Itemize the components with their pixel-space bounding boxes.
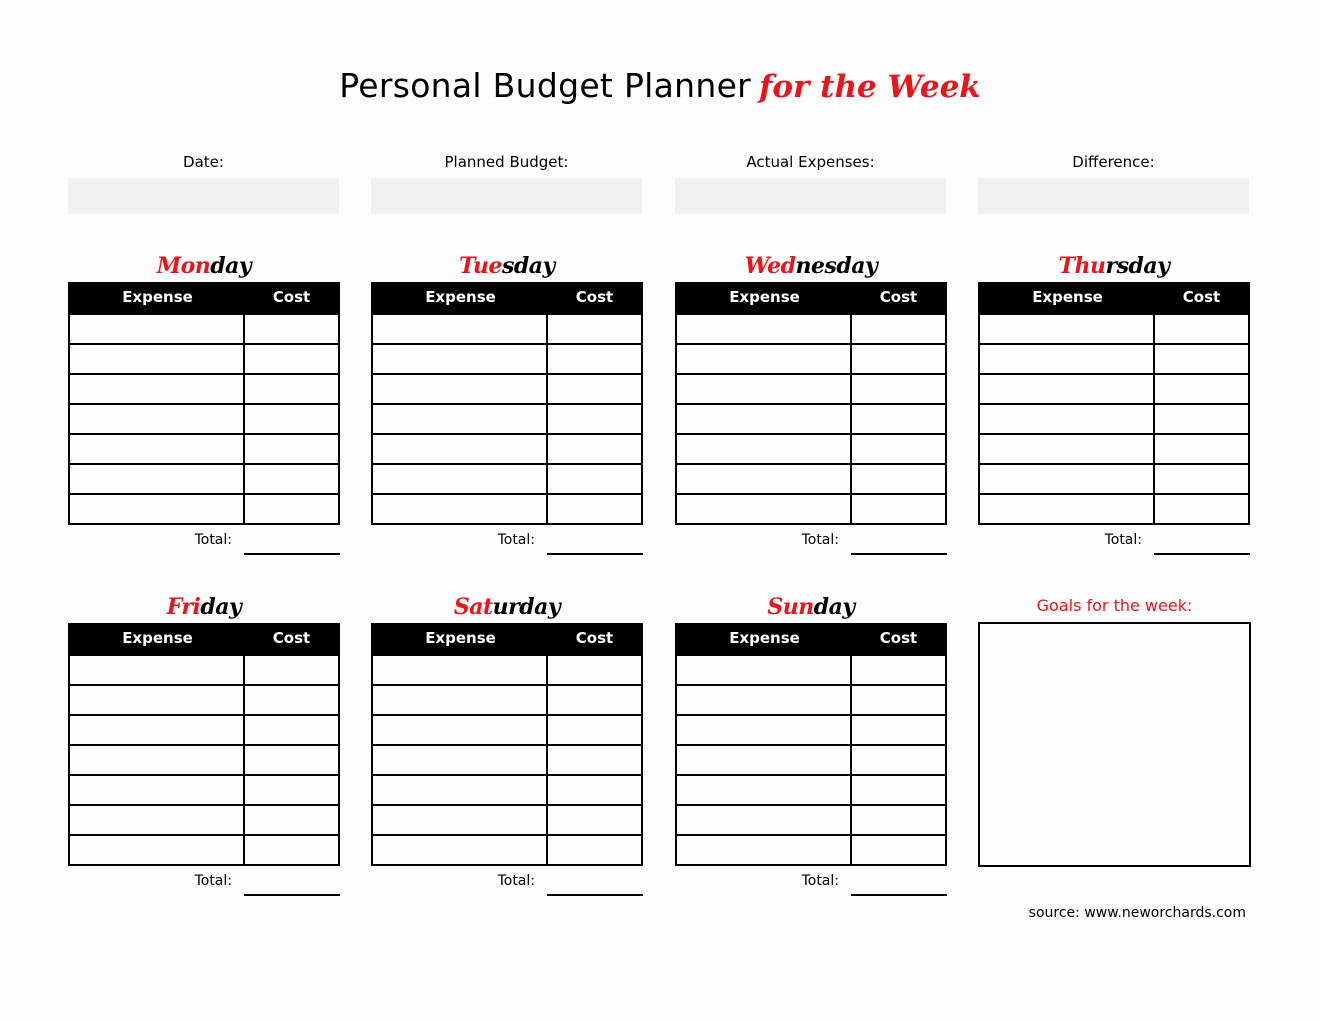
total-label: Total:	[194, 873, 232, 889]
expense-cell[interactable]	[70, 776, 245, 804]
cost-cell[interactable]	[1155, 495, 1248, 523]
expense-cell[interactable]	[677, 495, 852, 523]
expense-cell[interactable]	[70, 686, 245, 714]
total-input[interactable]	[1154, 553, 1250, 555]
expense-cell[interactable]	[70, 465, 245, 493]
table-row	[373, 804, 641, 834]
cost-cell[interactable]	[852, 656, 945, 684]
table-row	[373, 313, 641, 343]
table-row	[373, 403, 641, 433]
cost-header: Cost	[575, 629, 614, 647]
cost-cell[interactable]	[1155, 345, 1248, 373]
cost-cell[interactable]	[548, 656, 641, 684]
table-row	[373, 493, 641, 523]
expense-header: Expense	[1032, 288, 1103, 306]
total-row	[68, 525, 340, 557]
expense-cell[interactable]	[677, 375, 852, 403]
expense-cell[interactable]	[70, 375, 245, 403]
table-row	[980, 403, 1248, 433]
total-row	[675, 525, 947, 557]
cost-cell[interactable]	[245, 345, 338, 373]
expense-header: Expense	[122, 629, 193, 647]
expense-table	[371, 282, 643, 525]
day-title: Sunday	[767, 594, 855, 620]
cost-cell[interactable]	[852, 465, 945, 493]
table-row	[70, 463, 338, 493]
table-row	[70, 654, 338, 684]
table-row	[677, 463, 945, 493]
cost-cell[interactable]	[245, 315, 338, 343]
total-input[interactable]	[244, 553, 340, 555]
expense-cell[interactable]	[677, 465, 852, 493]
table-row	[373, 373, 641, 403]
expense-cell[interactable]	[373, 716, 548, 744]
table-row	[980, 343, 1248, 373]
expense-cell[interactable]	[373, 686, 548, 714]
total-input[interactable]	[851, 553, 947, 555]
table-row	[677, 343, 945, 373]
expense-cell[interactable]	[980, 435, 1155, 463]
table-header	[70, 282, 338, 313]
expense-cell[interactable]	[70, 806, 245, 834]
table-row	[677, 313, 945, 343]
expense-cell[interactable]	[677, 686, 852, 714]
cost-cell[interactable]	[852, 776, 945, 804]
cost-header: Cost	[272, 288, 311, 306]
table-row	[677, 834, 945, 864]
cost-header: Cost	[575, 288, 614, 306]
table-row	[980, 373, 1248, 403]
table-row	[373, 654, 641, 684]
table-row	[70, 493, 338, 523]
cost-cell[interactable]	[548, 345, 641, 373]
cost-cell[interactable]	[548, 495, 641, 523]
day-thursday	[978, 250, 1250, 557]
cost-cell[interactable]	[852, 435, 945, 463]
expense-header: Expense	[425, 629, 496, 647]
table-row	[70, 804, 338, 834]
cost-header: Cost	[879, 288, 918, 306]
expense-cell[interactable]	[980, 345, 1155, 373]
expense-cell[interactable]	[70, 315, 245, 343]
table-row	[980, 463, 1248, 493]
expense-cell[interactable]	[70, 405, 245, 433]
cost-cell[interactable]	[548, 776, 641, 804]
actual-expenses-field	[675, 152, 946, 214]
expense-cell[interactable]	[373, 405, 548, 433]
expense-header: Expense	[729, 288, 800, 306]
day-title: Wednesday	[744, 253, 878, 279]
expense-header: Expense	[122, 288, 193, 306]
expense-cell[interactable]	[980, 375, 1155, 403]
table-row	[980, 433, 1248, 463]
expense-cell[interactable]	[677, 345, 852, 373]
table-row	[677, 744, 945, 774]
expense-cell[interactable]	[70, 495, 245, 523]
expense-cell[interactable]	[677, 746, 852, 774]
cost-cell[interactable]	[548, 375, 641, 403]
cost-cell[interactable]	[852, 345, 945, 373]
goals-input[interactable]	[978, 622, 1251, 867]
table-row	[980, 313, 1248, 343]
total-label: Total:	[194, 532, 232, 548]
cost-cell[interactable]	[852, 836, 945, 864]
total-label: Total:	[801, 873, 839, 889]
cost-cell[interactable]	[245, 435, 338, 463]
cost-cell[interactable]	[548, 435, 641, 463]
table-row	[677, 684, 945, 714]
table-row	[677, 774, 945, 804]
day-title: Friday	[166, 594, 242, 620]
table-row	[677, 403, 945, 433]
day-saturday	[371, 591, 643, 898]
total-label: Total:	[497, 532, 535, 548]
expense-header: Expense	[729, 629, 800, 647]
expense-cell[interactable]	[70, 435, 245, 463]
total-input[interactable]	[851, 894, 947, 896]
table-row	[677, 373, 945, 403]
expense-cell[interactable]	[70, 656, 245, 684]
day-title: Tuesday	[459, 253, 555, 279]
cost-cell[interactable]	[1155, 315, 1248, 343]
table-row	[373, 684, 641, 714]
expense-cell[interactable]	[373, 806, 548, 834]
total-row	[371, 866, 643, 898]
expense-cell[interactable]	[677, 315, 852, 343]
date-label: Date:	[183, 153, 224, 171]
cost-cell[interactable]	[852, 746, 945, 774]
table-row	[70, 343, 338, 373]
total-label: Total:	[497, 873, 535, 889]
table-header	[373, 623, 641, 654]
title-main: Personal Budget Planner	[339, 66, 752, 105]
expense-cell[interactable]	[373, 836, 548, 864]
table-row	[677, 804, 945, 834]
expense-cell[interactable]	[373, 435, 548, 463]
cost-cell[interactable]	[245, 806, 338, 834]
table-row	[373, 744, 641, 774]
cost-cell[interactable]	[245, 716, 338, 744]
cost-cell[interactable]	[548, 315, 641, 343]
table-row	[373, 343, 641, 373]
expense-cell[interactable]	[980, 495, 1155, 523]
expense-cell[interactable]	[677, 716, 852, 744]
table-row	[70, 744, 338, 774]
table-row	[70, 313, 338, 343]
expense-cell[interactable]	[980, 315, 1155, 343]
cost-cell[interactable]	[548, 716, 641, 744]
day-tuesday	[371, 250, 643, 557]
expense-cell[interactable]	[980, 405, 1155, 433]
cost-cell[interactable]	[548, 746, 641, 774]
date-field	[68, 152, 339, 214]
expense-cell[interactable]	[677, 836, 852, 864]
day-title: Thursday	[1058, 253, 1170, 279]
table-row	[373, 463, 641, 493]
expense-cell[interactable]	[373, 375, 548, 403]
cost-cell[interactable]	[245, 746, 338, 774]
expense-cell[interactable]	[373, 465, 548, 493]
total-input[interactable]	[547, 894, 643, 896]
planned-budget-input[interactable]	[371, 178, 642, 214]
cost-cell[interactable]	[245, 405, 338, 433]
cost-cell[interactable]	[852, 806, 945, 834]
total-row	[371, 525, 643, 557]
cost-cell[interactable]	[1155, 405, 1248, 433]
table-row	[70, 774, 338, 804]
page-title	[0, 66, 1320, 105]
table-row	[70, 373, 338, 403]
cost-cell[interactable]	[548, 405, 641, 433]
goals-label: Goals for the week:	[1036, 596, 1193, 615]
cost-header: Cost	[879, 629, 918, 647]
expense-cell[interactable]	[70, 345, 245, 373]
cost-header: Cost	[272, 629, 311, 647]
cost-cell[interactable]	[548, 836, 641, 864]
expense-cell[interactable]	[373, 656, 548, 684]
planned-budget-field	[371, 152, 642, 214]
expense-table	[68, 282, 340, 525]
table-row	[677, 654, 945, 684]
cost-cell[interactable]	[1155, 375, 1248, 403]
cost-cell[interactable]	[245, 836, 338, 864]
total-input[interactable]	[244, 894, 340, 896]
total-label: Total:	[801, 532, 839, 548]
expense-cell[interactable]	[980, 465, 1155, 493]
expense-cell[interactable]	[677, 776, 852, 804]
cost-cell[interactable]	[1155, 465, 1248, 493]
table-header	[70, 623, 338, 654]
cost-cell[interactable]	[548, 806, 641, 834]
actual-expenses-input[interactable]	[675, 178, 946, 214]
expense-cell[interactable]	[70, 746, 245, 774]
total-row	[68, 866, 340, 898]
cost-cell[interactable]	[852, 686, 945, 714]
total-row	[675, 866, 947, 898]
cost-cell[interactable]	[245, 495, 338, 523]
table-row	[373, 714, 641, 744]
expense-cell[interactable]	[677, 435, 852, 463]
expense-table	[978, 282, 1250, 525]
table-row	[677, 493, 945, 523]
cost-header: Cost	[1182, 288, 1221, 306]
cost-cell[interactable]	[548, 686, 641, 714]
table-row	[677, 433, 945, 463]
source-credit: source: www.neworchards.com	[1028, 905, 1246, 921]
expense-cell[interactable]	[70, 716, 245, 744]
cost-cell[interactable]	[1155, 435, 1248, 463]
cost-cell[interactable]	[852, 495, 945, 523]
table-row	[70, 714, 338, 744]
cost-cell[interactable]	[548, 465, 641, 493]
expense-cell[interactable]	[677, 405, 852, 433]
expense-cell[interactable]	[373, 776, 548, 804]
actual-expenses-label: Actual Expenses:	[746, 153, 875, 171]
day-title: Saturday	[453, 594, 561, 620]
expense-header: Expense	[425, 288, 496, 306]
day-wednesday	[675, 250, 947, 557]
table-header	[373, 282, 641, 313]
cost-cell[interactable]	[245, 375, 338, 403]
goals-section	[978, 590, 1251, 867]
cost-cell[interactable]	[245, 686, 338, 714]
expense-cell[interactable]	[677, 656, 852, 684]
cost-cell[interactable]	[852, 405, 945, 433]
planned-budget-label: Planned Budget:	[444, 153, 569, 171]
cost-cell[interactable]	[245, 465, 338, 493]
table-header	[677, 623, 945, 654]
expense-table	[675, 282, 947, 525]
table-row	[980, 493, 1248, 523]
table-row	[70, 684, 338, 714]
expense-table	[371, 623, 643, 866]
table-row	[70, 403, 338, 433]
day-friday	[68, 591, 340, 898]
table-row	[373, 834, 641, 864]
cost-cell[interactable]	[852, 315, 945, 343]
expense-cell[interactable]	[373, 495, 548, 523]
expense-cell[interactable]	[373, 345, 548, 373]
day-sunday	[675, 591, 947, 898]
table-row	[373, 433, 641, 463]
total-label: Total:	[1104, 532, 1142, 548]
expense-cell[interactable]	[373, 746, 548, 774]
cost-cell[interactable]	[245, 656, 338, 684]
expense-cell[interactable]	[677, 806, 852, 834]
cost-cell[interactable]	[245, 776, 338, 804]
date-input[interactable]	[68, 178, 339, 214]
total-input[interactable]	[547, 553, 643, 555]
title-script: for the Week	[759, 69, 981, 105]
table-row	[677, 714, 945, 744]
table-row	[373, 774, 641, 804]
cost-cell[interactable]	[852, 375, 945, 403]
expense-table	[675, 623, 947, 866]
expense-cell[interactable]	[70, 836, 245, 864]
expense-table	[68, 623, 340, 866]
difference-label: Difference:	[1072, 153, 1155, 171]
cost-cell[interactable]	[852, 716, 945, 744]
difference-field	[978, 152, 1249, 214]
difference-input[interactable]	[978, 178, 1249, 214]
day-title: Monday	[156, 253, 252, 279]
table-header	[677, 282, 945, 313]
table-row	[70, 834, 338, 864]
expense-cell[interactable]	[373, 315, 548, 343]
total-row	[978, 525, 1250, 557]
day-monday	[68, 250, 340, 557]
table-header	[980, 282, 1248, 313]
table-row	[70, 433, 338, 463]
